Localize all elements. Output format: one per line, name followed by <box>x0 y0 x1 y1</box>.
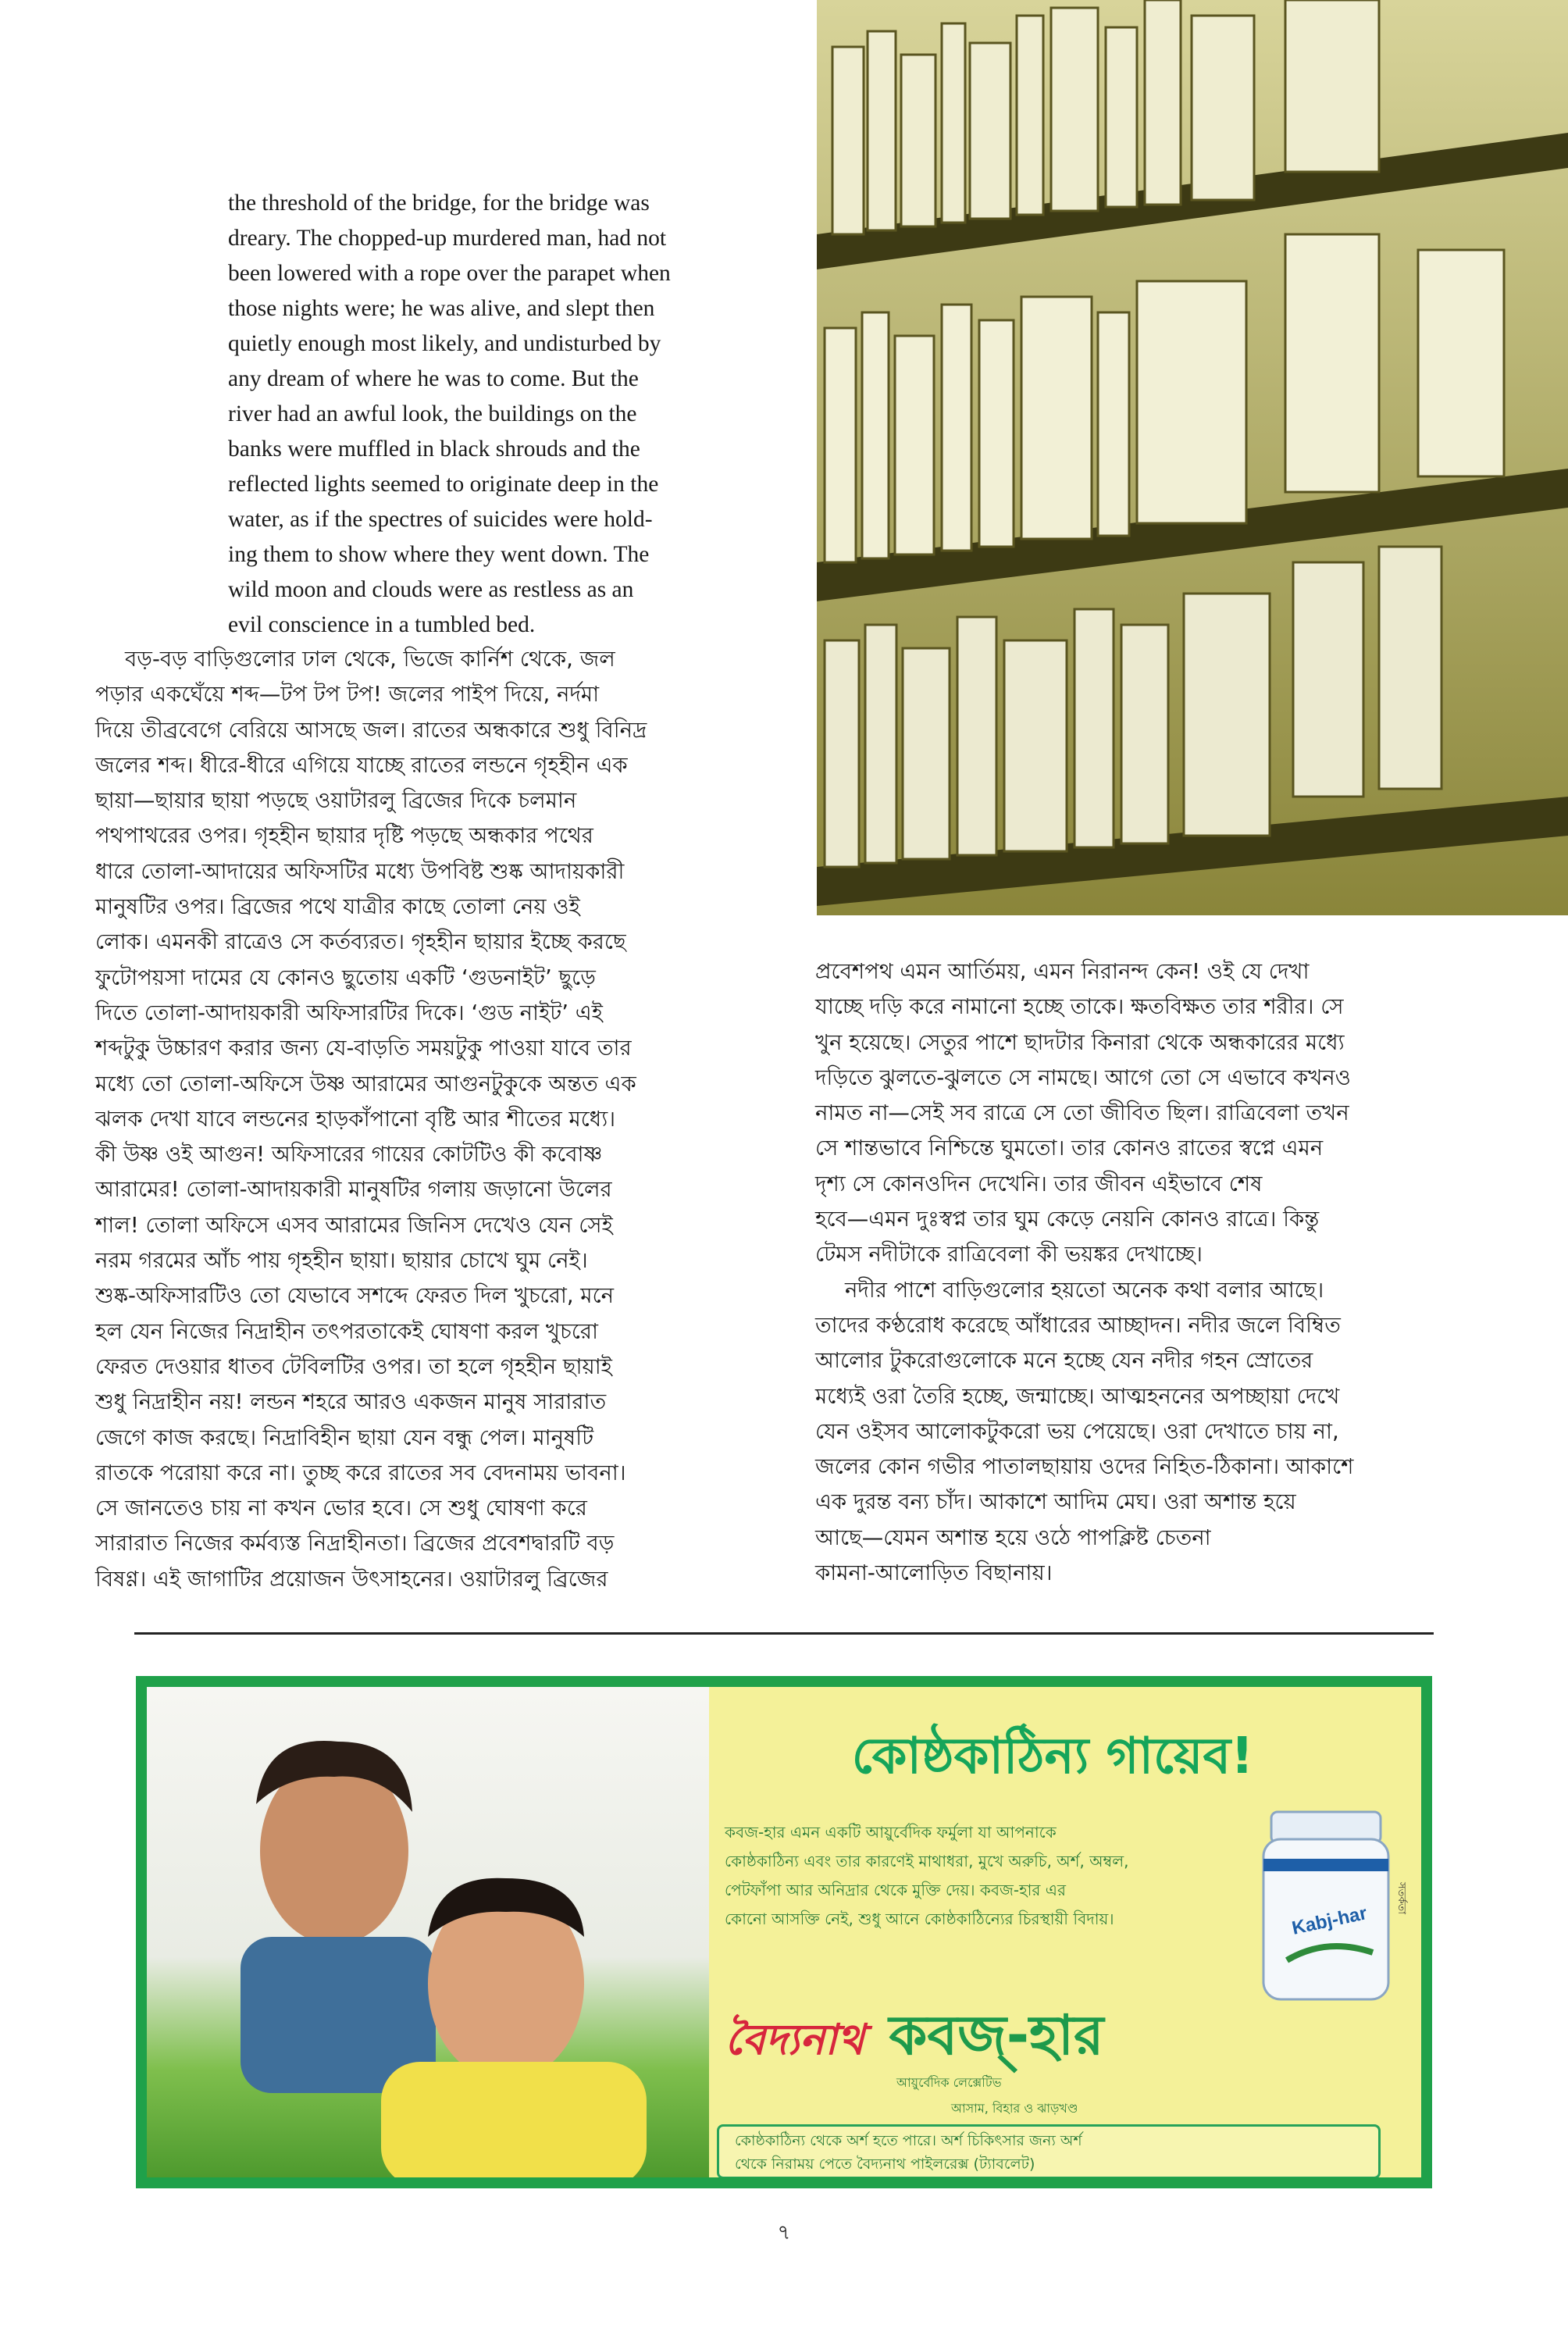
ad-footer-line: কোষ্ঠকাঠিন্য থেকে অর্শ হতে পারে। অর্শ চিকিৎসার জন্য অর্শ <box>735 2132 1082 2149</box>
quote-line: quietly enough most likely, and undisturbed by <box>228 331 661 356</box>
body-line: ঝলক দেখা যাবে লন্ডনের হাড়কাঁপানো বৃষ্টি আর শীতের মধ্যে। <box>95 1106 616 1132</box>
body-line: নরম গরমের আঁচ পায় গৃহহীন ছায়া। ছায়ার চোখে ঘুম নেই। <box>95 1248 588 1274</box>
product-jar-icon <box>1256 1804 1396 2007</box>
quote-line: dreary. The chopped-up murdered man, had not <box>228 226 667 251</box>
body-line: পথপাথরের ওপর। গৃহহীন ছায়ার দৃষ্টি পড়ছে অন্ধকার পথের <box>95 823 593 849</box>
ad-headline: কোষ্ঠকাঠিন্য গায়েব! <box>851 1728 1254 1785</box>
body-line: জলের কোন গভীর পাতালছায়ায় ওদের নিহিত-ঠিকানা। আকাশে <box>815 1454 1354 1480</box>
body-line: নামত না—সেই সব রাত্রে সে তো জীবিত ছিল। রাত্রিবেলা তখন <box>815 1100 1349 1126</box>
body-line: আলোর টুকরোগুলোকে মনে হচ্ছে যেন নদীর গহন স্রোতের <box>815 1348 1313 1374</box>
left-text-column <box>95 642 759 1597</box>
body-line: বড়-বড় বাড়িগুলোর ঢাল থেকে, ভিজে কার্নিশ থেকে, জল <box>125 647 615 672</box>
quote-line: water, as if the spectres of suicides were hold- <box>228 507 653 532</box>
body-line: যাচ্ছে দড়ি করে নামানো হচ্ছে তাকে। ক্ষতবিক্ষত তার শরীর। সে <box>815 994 1344 1020</box>
body-line: কী উষ্ণ ওই আগুন! অফিসারের গায়ের কোটটিও কী কবোষ্ণ <box>95 1142 603 1168</box>
body-line: মধ্যে তো তোলা-অফিসে উষ্ণ আরামের আগুনটুকুকে অন্তত এক <box>95 1071 636 1097</box>
bookshelf-photo <box>817 0 1568 915</box>
body-line: এক দুরন্ত বন্য চাঁদ। আকাশে আদিম মেঘ। ওরা অশান্ত হয়ে <box>815 1489 1296 1515</box>
section-divider <box>134 1632 1434 1635</box>
body-line: খুন হয়েছে। সেতুর পাশে ছাদটার কিনারা থেকে অন্ধকারের মধ্যে <box>815 1029 1345 1055</box>
english-quote <box>228 186 759 643</box>
quote-line: evil conscience in a tumbled bed. <box>228 612 536 637</box>
quote-line: ing them to show where they went down. The <box>228 542 650 567</box>
ad-brand <box>725 1993 1104 2084</box>
right-text-column <box>815 954 1502 1591</box>
body-line: মানুষটির ওপর। ব্রিজের পথে যাত্রীর কাছে তোলা নেয় ওই <box>95 894 580 920</box>
body-line: ফেরত দেওয়ার ধাতব টেবিলটির ওপর। তা হলে গৃহহীন ছায়াই <box>95 1353 612 1379</box>
ad-body-text <box>725 1818 1287 1934</box>
ad-people-photo <box>147 1687 709 2177</box>
body-line: লোক। এমনকী রাত্রেও সে কর্তব্যরত। গৃহহীন ছায়ার ইচ্ছে করছে <box>95 929 626 955</box>
product-label: Kabj-har <box>1290 1902 1369 1939</box>
ad-body-line: পেটফাঁপা আর অনিদ্রার থেকে মুক্তি দেয়। কবজ-হার এর <box>725 1881 1066 1899</box>
body-line: নদীর পাশে বাড়িগুলোর হয়তো অনেক কথা বলার আছে। <box>845 1277 1324 1303</box>
body-line: জেগে কাজ করছে। নিদ্রাবিহীন ছায়া যেন বন্ধু পেল। মানুষটি <box>95 1425 594 1450</box>
quote-line: river had an awful look, the buildings on the <box>228 401 637 426</box>
brand-name: বৈদ্যনাথ <box>725 2015 864 2064</box>
ad-body-line: কবজ-হার এমন একটি আয়ুর্বেদিক ফর্মুলা যা আপনাকে <box>725 1823 1057 1842</box>
body-line: দিতে তোলা-আদায়কারী অফিসারটির দিকে। ‘গুড নাইট’ এই <box>95 1000 603 1025</box>
body-line: কামনা-আলোড়িত বিছানায়। <box>815 1560 1053 1586</box>
body-line: তাদের কণ্ঠরোধ করেছে আঁধারের আচ্ছাদন। নদীর জলে বিম্বিত <box>815 1312 1341 1338</box>
body-line: শব্দটুকু উচ্চারণ করার জন্য যে-বাড়তি সময়টুকু পাওয়া যাবে তার <box>95 1036 632 1061</box>
body-line: পড়ার একঘেঁয়ে শব্দ—টপ টপ টপ! জলের পাইপ দিয়ে, নর্দমা <box>95 682 600 708</box>
page-number: ৭ <box>777 2221 791 2245</box>
body-line: আরামের! তোলা-আদায়কারী মানুষটির গলায় জড়ানো উলের <box>95 1177 612 1203</box>
quote-line: wild moon and clouds were as restless as an <box>228 577 634 602</box>
body-line: সে জানতেও চায় না কখন ভোর হবে। সে শুধু ঘোষণা করে <box>95 1496 587 1521</box>
quote-line: those nights were; he was alive, and slept then <box>228 296 655 321</box>
body-line: প্রবেশপথ এমন আর্তিময়, এমন নিরানন্দ কেন! ওই যে দেখা <box>815 959 1310 984</box>
quote-line: reflected lights seemed to originate deep in the <box>228 472 659 497</box>
ad-panel <box>147 1687 1421 2177</box>
product-name: কবজ্-হার <box>889 2003 1104 2067</box>
quote-line: banks were muffled in black shrouds and the <box>228 437 640 462</box>
body-line: মধ্যেই ওরা তৈরি হচ্ছে, জন্মাচ্ছে। আত্মহননের অপচ্ছায়া দেখে <box>815 1383 1340 1409</box>
body-line: সারারাত নিজের কর্মব্যস্ত নিদ্রাহীনতা। ব্রিজের প্রবেশদ্বারটি বড় <box>95 1531 615 1557</box>
ad-body-line: কোষ্ঠকাঠিন্য এবং তার কারণেই মাথাধরা, মুখে অরুচি, অর্শ, অম্বল, <box>725 1852 1129 1870</box>
ad-body-line: কোনো আসক্তি নেই, শুধু আনে কোষ্ঠকাঠিন্যের চিরস্থায়ী বিদায়। <box>725 1910 1114 1928</box>
quote-line: any dream of where he was to come. But the <box>228 366 639 391</box>
body-line: শুষ্ক-অফিসারটিও তো যেভাবে সশব্দে ফেরত দিল খুচরো, মনে <box>95 1283 615 1309</box>
body-line: যেন ওইসব আলোকটুকরো ভয় পেয়েছে। ওরা দেখাতে চায় না, <box>815 1418 1339 1444</box>
quote-line: the threshold of the bridge, for the bridge was <box>228 191 650 216</box>
body-line: বিষণ্ণ। এই জাগাটির প্রয়োজন উৎসাহনের। ওয়াটারলু ব্রিজের <box>95 1566 608 1592</box>
body-line: দিয়ে তীব্রবেগে বেরিয়ে আসছে জল। রাতের অন্ধকারে শুধু বিনিদ্র <box>95 717 647 743</box>
body-line: ধারে তোলা-আদায়ের অফিসটির মধ্যে উপবিষ্ট শুষ্ক আদায়কারী <box>95 858 625 884</box>
body-line: রাতকে পরোয়া করে না। তুচ্ছ করে রাতের সব বেদনাময় ভাবনা। <box>95 1460 626 1485</box>
body-line: আছে—যেমন অশান্ত হয়ে ওঠে পাপক্লিষ্ট চেতনা <box>815 1524 1211 1550</box>
advertisement <box>136 1676 1432 2188</box>
body-line: সে শান্তভাবে নিশ্চিন্তে ঘুমতো। তার কোনও রাতের স্বপ্নে এমন <box>815 1136 1324 1161</box>
ad-footer-box <box>717 2124 1381 2177</box>
body-line: হবে—এমন দুঃস্বপ্ন তার ঘুম কেড়ে নেয়নি কোনও রাত্রে। কিন্তু <box>815 1207 1320 1232</box>
ad-address: আসাম, বিহার ও ঝাড়খণ্ড <box>951 2101 1078 2116</box>
body-line: দৃশ্য সে কোনওদিন দেখেনি। তার জীবন এইভাবে শেষ <box>815 1171 1263 1196</box>
body-line: শাল! তোলা অফিসে এসব আরামের জিনিস দেখেও যেন সেই <box>95 1212 613 1238</box>
body-line: দড়িতে ঝুলতে-ঝুলতে সে নামছে। আগে তো সে এভাবে কখনও <box>815 1064 1351 1090</box>
body-line: জলের শব্দ। ধীরে-ধীরে এগিয়ে যাচ্ছে রাতের লন্ডনে গৃহহীন এক <box>95 752 628 778</box>
quote-line: been lowered with a rope over the parapet when <box>228 261 671 286</box>
body-line: টেমস নদীটাকে রাত্রিবেলা কী ভয়ঙ্কর দেখাচ্ছে। <box>815 1242 1203 1268</box>
ad-side-note: সতর্কতা <box>1396 1882 1408 1914</box>
body-line: হল যেন নিজের নিদ্রাহীন তৎপরতাকেই ঘোষণা করল খুচরো <box>95 1318 598 1344</box>
ad-footer-line: থেকে নিরাময় পেতে বৈদ্যনাথ পাইলরেক্স (ট্যাবলেট) <box>735 2156 1035 2173</box>
body-line: ছায়া—ছায়ার ছায়া পড়ছে ওয়াটারলু ব্রিজের দিকে চলমান <box>95 788 577 814</box>
ad-tagline: আয়ুর্বেদিক লেক্সেটিভ <box>896 2075 1002 2090</box>
body-line: ফুটোপয়সা দামের যে কোনও ছুতোয় একটি ‘গুডনাইট’ ছুড়ে <box>95 965 596 990</box>
body-line: শুধু নিদ্রাহীন নয়! লন্ডন শহরে আরও একজন মানুষ সারারাত <box>95 1389 607 1415</box>
